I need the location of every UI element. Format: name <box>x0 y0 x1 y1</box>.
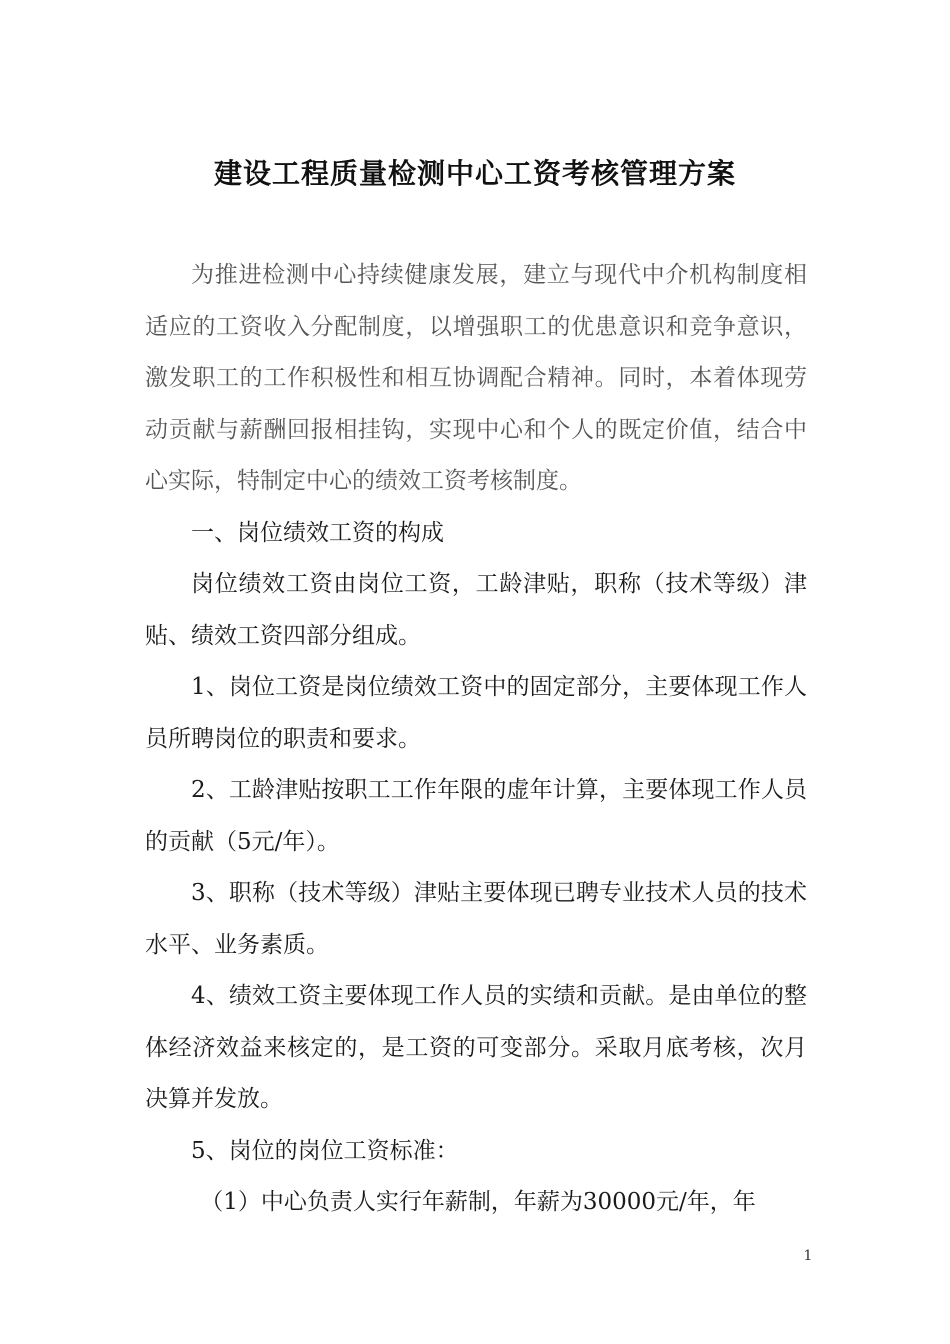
list-item-1: 1、岗位工资是岗位绩效工资中的固定部分，主要体现工作人员所聘岗位的职责和要求。 <box>145 674 807 752</box>
document-body <box>145 250 807 1229</box>
sub-item-1: （1）中心负责人实行年薪制，年薪为30000元/年，年 <box>200 1189 756 1215</box>
paragraph-intro: 为推进检测中心持续健康发展，建立与现代中介机构制度相适应的工资收入分配制度，以增强职工的优患意识和竞争意识，激发职工的工作积极性和相互协调配合精神。同时，本着体现劳动贡献与薪酬回报相挂钩，实现中心和个人的既定价值，结合中心实际，特制定中心的绩效工资考核制度。 <box>145 262 807 494</box>
list-item-5: 5、岗位的岗位工资标准： <box>191 1137 459 1164</box>
paragraph-composition: 岗位绩效工资由岗位工资，工龄津贴，职称（技术等级）津贴、绩效工资四部分组成。 <box>145 571 807 649</box>
list-item-4: 4、绩效工资主要体现工作人员的实绩和贡献。是由单位的整体经济效益来核定的，是工资的可变部分。采取月底考核，次月决算并发放。 <box>145 983 807 1112</box>
section-heading-1: 一、岗位绩效工资的构成 <box>191 519 444 546</box>
list-item-2: 2、工龄津贴按职工工作年限的虚年计算，主要体现工作人员的贡献（5元/年）。 <box>145 777 807 855</box>
page-number: 1 <box>803 1248 813 1264</box>
list-item-3: 3、职称（技术等级）津贴主要体现已聘专业技术人员的技术水平、业务素质。 <box>145 880 807 958</box>
document-title: 建设工程质量检测中心工资考核管理方案 <box>213 157 736 190</box>
